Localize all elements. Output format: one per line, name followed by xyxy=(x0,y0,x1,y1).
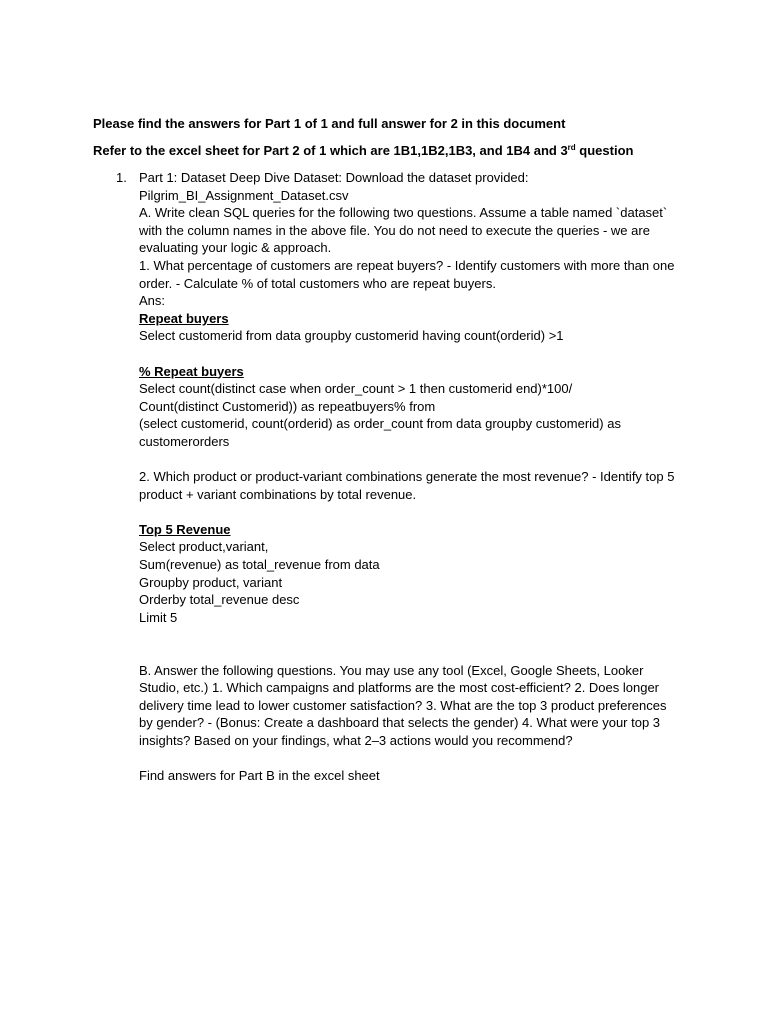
top5-query-line: Orderby total_revenue desc xyxy=(139,592,300,608)
percent-query-line: customerorders xyxy=(139,433,230,449)
excel-reference-text: Refer to the excel sheet for Part 2 of 1 which are 1B1,1B2,1B3, and 1B4 and 3 xyxy=(93,143,568,158)
repeat-buyers-query: Select customerid from data groupby customerid having count(orderid) >1 xyxy=(139,328,564,344)
top5-query-line: Select product,variant, xyxy=(139,539,269,555)
repeat-buyers-heading: Repeat buyers xyxy=(139,310,229,326)
list-number: 1. xyxy=(116,170,127,185)
top5-revenue-heading: Top 5 Revenue xyxy=(139,521,231,537)
answer-label: Ans: xyxy=(139,293,166,309)
ordinal-suffix: rd xyxy=(567,143,576,152)
excel-reference-tail: question xyxy=(575,143,634,158)
question-1: 1. What percentage of customers are repeat buyers? - Identify customers with more than one order. - Calculate % of total customers who are repeat buyers. xyxy=(139,257,675,291)
percent-repeat-heading: % Repeat buyers xyxy=(139,363,244,379)
part1-title: Part 1: Dataset Deep Dive Dataset: Download the dataset provided: xyxy=(139,170,529,185)
percent-query-line: Count(distinct Customerid)) as repeatbuyers% from xyxy=(139,398,436,414)
top5-query-line: Limit 5 xyxy=(139,609,178,625)
part1-content xyxy=(139,169,679,785)
intro-heading xyxy=(93,115,565,132)
top5-query-line: Sum(revenue) as total_revenue from data xyxy=(139,557,380,573)
section-a-instructions: A. Write clean SQL queries for the following two questions. Assume a table named `dataset` with the column names in the above file. You do not need to execute the queries - we are evaluating your logic & approach. xyxy=(139,205,668,256)
question-2: 2. Which product or product-variant combinations generate the most revenue? - Identify top 5 product + variant combinations by total revenue. xyxy=(139,469,675,502)
section-b-instructions: B. Answer the following questions. You may use any tool (Excel, Google Sheets, Looker Studio, etc.) 1. Which campaigns and platforms are the most cost-efficient? 2. Does longer delivery time lead to lower customer satisfaction? 3. What are the top 3 product preferences by gender? - (Bonus: Create a dashboard that selects the gender) 4. What were your top 3 insights? Based on your findings, what 2–3 actions would you recommend? xyxy=(139,662,667,748)
percent-query-line: (select customerid, count(orderid) as order_count from data groupby customerid) as xyxy=(139,416,621,432)
excel-reference-heading xyxy=(93,142,633,159)
top5-query-line: Groupby product, variant xyxy=(139,574,283,590)
percent-query-line: Select count(distinct case when order_count > 1 then customerid end)*100/ xyxy=(139,381,573,397)
dataset-filename: Pilgrim_BI_Assignment_Dataset.csv xyxy=(139,187,349,203)
intro-heading-text: Please find the answers for Part 1 of 1 and full answer for 2 in this document xyxy=(93,116,566,131)
part-b-note: Find answers for Part B in the excel sheet xyxy=(139,768,380,784)
